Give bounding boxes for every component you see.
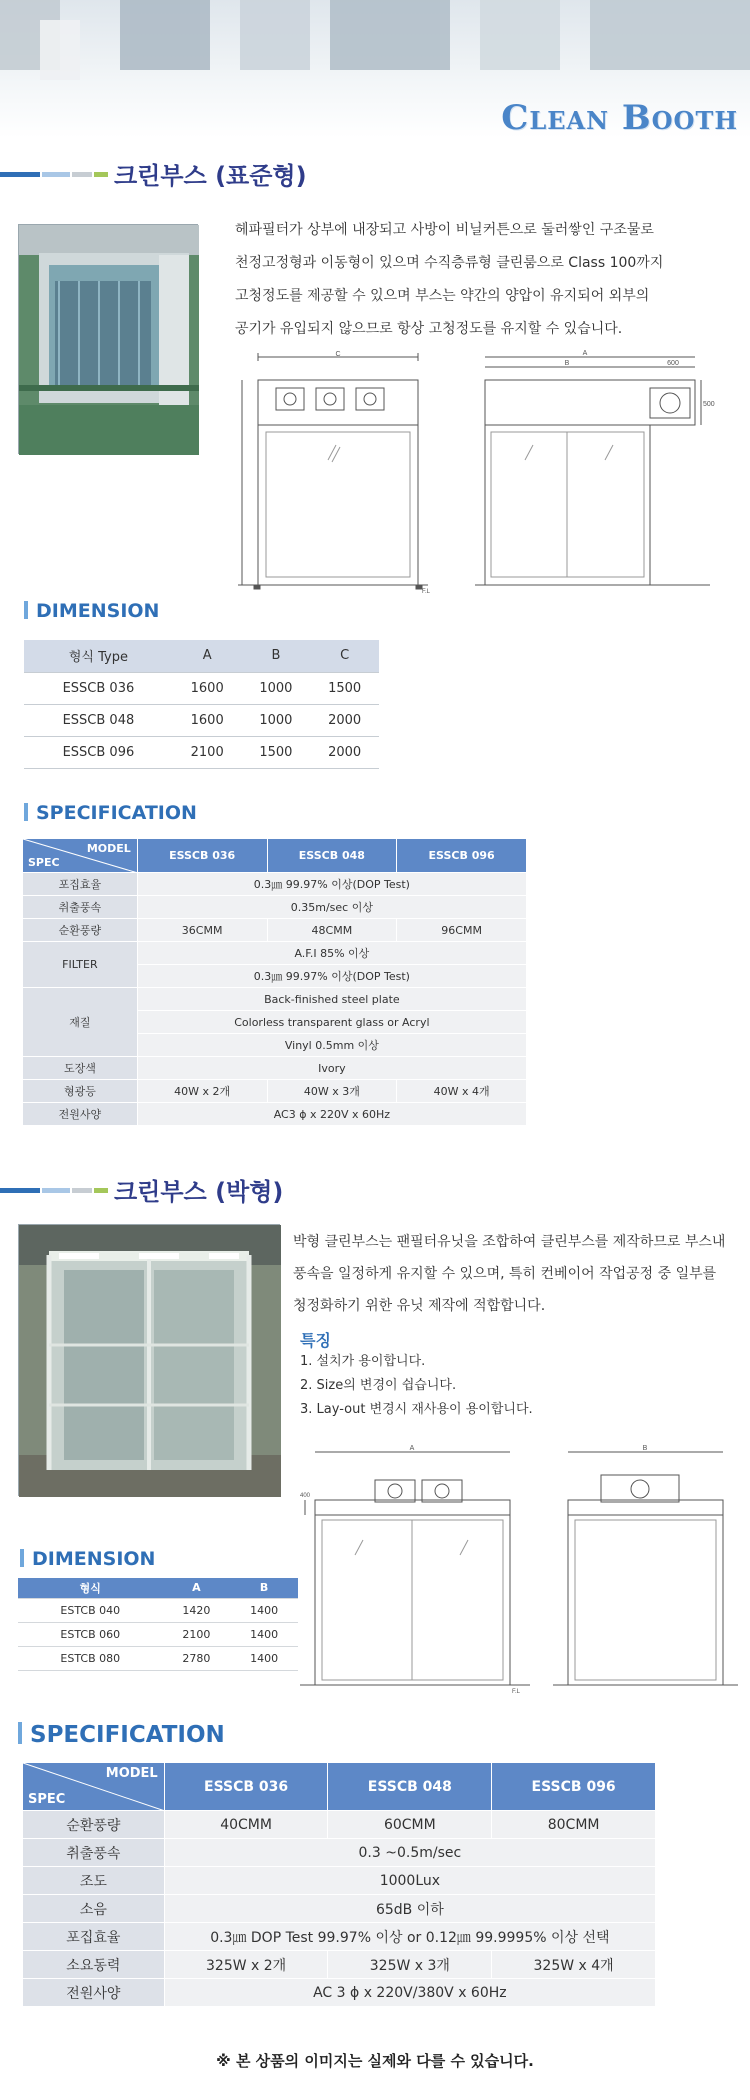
table-row: 전원사양 AC 3 ϕ x 220V/380V x 60Hz [23, 1979, 656, 2007]
table-row: ESSCB 096 2100 1500 2000 [24, 736, 379, 768]
standard-side-drawing [475, 350, 715, 595]
specification-heading: SPECIFICATION [24, 802, 197, 824]
list-item: 1. 설치가 용이합니다. [300, 1354, 426, 1369]
table-row: 소음 65dB 이하 [23, 1895, 656, 1923]
floor-line-label: F.L [422, 589, 431, 595]
list-item: 3. Lay-out 변경시 재사용이 용이합니다. [300, 1402, 533, 1417]
table-row: ESTCB 060 2100 1400 [18, 1622, 298, 1646]
table-row: 취출풍속 0.35m/sec 이상 [23, 896, 527, 919]
dim-label-600: 600 [667, 360, 679, 367]
features-title: 특징 [300, 1331, 331, 1350]
section-heading-standard [0, 156, 750, 190]
dimension-heading: DIMENSION [24, 600, 159, 622]
table-row: 도장색 Ivory [23, 1057, 527, 1080]
description-line: 풍속을 일정하게 유지할 수 있으며, 특히 컨베이어 작업공정 중 일부를 [293, 1266, 717, 1282]
dim-header: C [310, 640, 379, 672]
dim-label-500: 500 [703, 401, 715, 408]
table-row: 전원사양 AC3 ϕ x 220V x 60Hz [23, 1103, 527, 1126]
table-row: 재질 Back-finished steel plate [23, 988, 527, 1011]
section-title: 크린부스 (박형) [114, 1178, 284, 1206]
dim-label-b: B [564, 360, 570, 367]
hero-stripe [330, 0, 450, 70]
description-line: 박형 클린부스는 팬필터유닛을 조합하여 클린부스를 제작하므로 부스내 [293, 1234, 726, 1250]
heading-bars [0, 172, 110, 177]
dimension-heading: DIMENSION [20, 1548, 155, 1570]
description-line: 공기가 유입되지 않으므로 항상 고청정도를 유지할 수 있습니다. [235, 321, 623, 337]
table-row: ESSCB 048 1600 1000 2000 [24, 704, 379, 736]
dim-label-b: B [642, 1445, 648, 1452]
dim-header: B [242, 640, 311, 672]
model-header: ESSCB 096 [492, 1763, 656, 1811]
specification-table-slim [22, 1762, 656, 2007]
list-item: 2. Size의 변경이 쉽습니다. [300, 1378, 457, 1393]
model-header: ESSCB 036 [164, 1763, 328, 1811]
table-row: 형광등 40W x 2개 40W x 3개 40W x 4개 [23, 1080, 527, 1103]
model-header: ESSCB 096 [397, 839, 527, 873]
model-header: ESSCB 048 [267, 839, 397, 873]
table-row: 조도 1000Lux [23, 1867, 656, 1895]
specification-heading: SPECIFICATION [18, 1722, 225, 1748]
dim-header: A [173, 640, 242, 672]
dim-label-a: A [409, 1445, 415, 1452]
description-line: 청정화하기 위한 유닛 제작에 적합합니다. [293, 1298, 546, 1314]
dim-header: B [230, 1578, 298, 1598]
dim-header: 형식 [18, 1578, 163, 1598]
table-row: ESTCB 040 1420 1400 [18, 1598, 298, 1622]
table-row: Vinyl 0.5mm 이상 [23, 1034, 527, 1057]
dimension-table-slim [18, 1578, 298, 1671]
section-title: 크린부스 (표준형) [114, 162, 307, 190]
table-row: 포집효율 0.3㎛ 99.97% 이상(DOP Test) [23, 873, 527, 896]
table-row: 취출풍속 0.3 ~0.5m/sec [23, 1839, 656, 1867]
standard-description [235, 214, 735, 346]
image-disclaimer: ※ 본 상품의 이미지는 실제와 다를 수 있습니다. [216, 2052, 534, 2070]
floor-line-label: F.L [512, 1689, 521, 1695]
spec-corner: MODEL SPEC [23, 1763, 165, 1811]
slim-side-drawing [553, 1445, 738, 1695]
dim-header: 형식 Type [24, 640, 173, 672]
dim-label-a: A [582, 350, 588, 357]
table-row: ESSCB 036 1600 1000 1500 [24, 672, 379, 704]
table-row: 0.3㎛ 99.97% 이상(DOP Test) [23, 965, 527, 988]
clean-booth-standard-photo [18, 224, 198, 454]
specification-table-standard [22, 838, 527, 1126]
description-line: 헤파필터가 상부에 내장되고 사방이 비닐커튼으로 둘러쌓인 구조물로 [235, 222, 654, 238]
slim-front-drawing [300, 1445, 530, 1695]
description-line: 고청정도를 제공할 수 있으며 부스는 약간의 양압이 유지되어 외부의 [235, 288, 650, 304]
model-header: ESSCB 048 [328, 1763, 492, 1811]
table-row: 소요동력 325W x 2개 325W x 3개 325W x 4개 [23, 1951, 656, 1979]
model-header: ESSCB 036 [137, 839, 267, 873]
slim-description [293, 1226, 738, 1322]
spec-corner: MODEL SPEC [23, 839, 138, 873]
description-line: 천정고정형과 이동형이 있으며 수직층류형 클린룸으로 Class 100까지 [235, 255, 664, 271]
table-row: 순환풍량 40CMM 60CMM 80CMM [23, 1811, 656, 1839]
table-row: Colorless transparent glass or Acryl [23, 1011, 527, 1034]
dimension-table-standard [24, 640, 379, 769]
dim-label-400: 400 [300, 1493, 311, 1499]
hero-title: Clean Booth [501, 98, 738, 138]
table-row: FILTER A.F.I 85% 이상 [23, 942, 527, 965]
standard-front-drawing [228, 350, 431, 595]
hero-stripe [40, 20, 80, 80]
section-heading-slim [0, 1172, 750, 1206]
hero-stripe [120, 0, 210, 70]
heading-bars [0, 1188, 110, 1193]
table-row: 포집효율 0.3㎛ DOP Test 99.97% 이상 or 0.12㎛ 99.9995% 이상 선택 [23, 1923, 656, 1951]
clean-booth-slim-photo [18, 1224, 280, 1496]
table-row: ESTCB 080 2780 1400 [18, 1646, 298, 1670]
features-list [300, 1350, 533, 1422]
hero-banner [0, 0, 750, 138]
hero-stripe [480, 0, 560, 70]
table-row: 순환풍량 36CMM 48CMM 96CMM [23, 919, 527, 942]
hero-stripe [590, 0, 750, 70]
hero-stripe [240, 0, 310, 70]
dim-header: A [163, 1578, 231, 1598]
dim-label-c: C [335, 351, 341, 358]
